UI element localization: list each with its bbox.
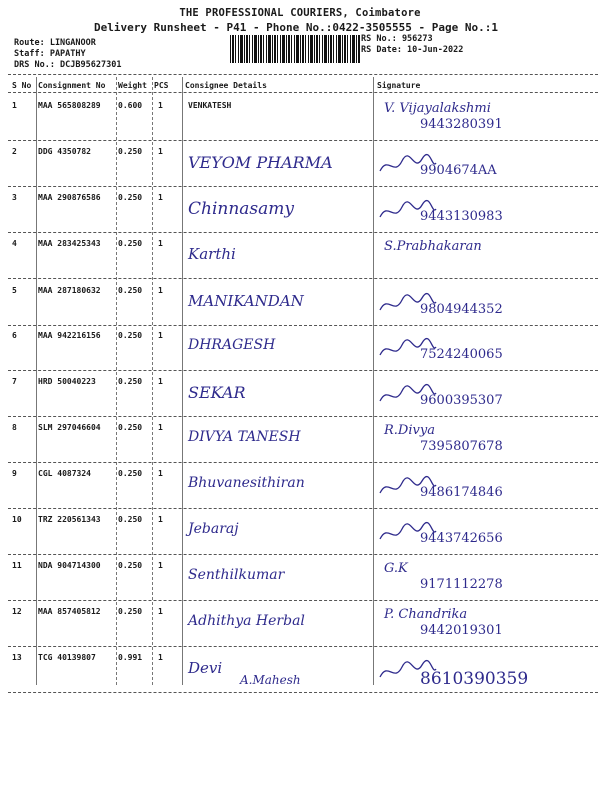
row-sno: 5: [12, 286, 17, 295]
row-weight: 0.250: [118, 147, 143, 156]
row-pcs: 1: [158, 286, 163, 295]
row-rule: [8, 140, 598, 141]
row-pcs: 1: [158, 377, 163, 386]
column-header-weight: Weight: [118, 81, 147, 90]
row-consignee-handwritten: VEYOM PHARMA: [188, 153, 333, 172]
row-signature: V. Vijayalakshmi: [384, 101, 491, 116]
row-consignee-handwritten: DHRAGESH: [188, 337, 276, 353]
row-consignee-handwritten: Bhuvanesithiran: [188, 475, 305, 491]
row-phone: 9443130983: [420, 209, 503, 224]
row-signature: P. Chandrika: [384, 607, 468, 622]
staff-label: Staff: PAPATHY: [14, 49, 86, 59]
row-rule: [8, 508, 598, 509]
row-rule: [8, 325, 598, 326]
row-consignee-handwritten: SEKAR: [188, 383, 246, 402]
row-rule: [8, 600, 598, 601]
row-pcs: 1: [158, 331, 163, 340]
row-phone: 7524240065: [420, 347, 503, 362]
row-phone: 9171112278: [420, 577, 503, 592]
row-consignee-handwritten: Jebaraj: [188, 521, 239, 537]
row-rule: [8, 416, 598, 417]
row-weight: 0.250: [118, 515, 143, 524]
row-consignment-no: MAA 857405812: [38, 607, 101, 616]
row-pcs: 1: [158, 653, 163, 662]
row-sno: 10: [12, 515, 22, 524]
column-divider: [36, 77, 37, 685]
column-divider: [116, 77, 117, 685]
row-phone: 9443742656: [420, 531, 503, 546]
column-header-signature: Signature: [377, 81, 421, 90]
row-sno: 3: [12, 193, 17, 202]
row-rule: [8, 370, 598, 371]
row-pcs: 1: [158, 469, 163, 478]
row-pcs: 1: [158, 193, 163, 202]
row-consignment-no: CGL 4087324: [38, 469, 91, 478]
row-weight: 0.250: [118, 331, 143, 340]
company-title: THE PROFESSIONAL COURIERS, Coimbatore: [179, 7, 421, 19]
row-consignee-handwritten: Senthilkumar: [188, 567, 285, 583]
row-pcs: 1: [158, 561, 163, 570]
row-weight: 0.991: [118, 653, 143, 662]
row-sno: 2: [12, 147, 17, 156]
column-divider: [182, 77, 183, 685]
row-weight: 0.250: [118, 286, 143, 295]
row-weight: 0.250: [118, 193, 143, 202]
row-rule: [8, 692, 598, 693]
row-rule: [8, 462, 598, 463]
row-rule: [8, 232, 598, 233]
row-consignment-no: SLM 297046604: [38, 423, 101, 432]
row-pcs: 1: [158, 101, 163, 110]
row-weight: 0.250: [118, 607, 143, 616]
row-pcs: 1: [158, 239, 163, 248]
row-consignment-no: NDA 904714300: [38, 561, 101, 570]
signature-scribble: [378, 657, 438, 687]
row-sno: 1: [12, 101, 17, 110]
row-consignment-no: MAA 290876586: [38, 193, 101, 202]
row-consignment-no: MAA 287180632: [38, 286, 101, 295]
column-header-consignment: Consignment No: [38, 81, 106, 90]
row-weight: 0.250: [118, 377, 143, 386]
column-header-pcs: PCS: [154, 81, 169, 90]
row-sno: 8: [12, 423, 17, 432]
row-consignment-no: TCG 40139807: [38, 653, 96, 662]
signature-scribble: [378, 197, 438, 227]
row-sno: 12: [12, 607, 22, 616]
signature-scribble: [378, 290, 438, 320]
row-consignee-handwritten: Karthi: [188, 245, 236, 263]
row-consignee-handwritten: Devi: [188, 659, 223, 677]
row-pcs: 1: [158, 423, 163, 432]
row-phone: 8610390359: [420, 669, 529, 689]
drs-number: DRS No.: DCJB95627301: [14, 60, 122, 70]
row-consignment-no: MAA 565808289: [38, 101, 101, 110]
row-phone: 9443280391: [420, 117, 503, 132]
row-pcs: 1: [158, 515, 163, 524]
row-phone: 9904674AA: [420, 163, 497, 178]
column-divider: [373, 77, 374, 685]
signature-scribble: [378, 473, 438, 503]
column-divider: [152, 77, 153, 685]
row-signature: R.Divya: [384, 423, 435, 438]
row-sno: 13: [12, 653, 22, 662]
row-signature: G.K: [384, 561, 408, 576]
row-pcs: 1: [158, 147, 163, 156]
row-sno: 6: [12, 331, 17, 340]
table-top-rule: [8, 74, 598, 75]
rs-number: RS No.: 956273: [361, 34, 433, 44]
row-phone: 9442019301: [420, 623, 503, 638]
column-header-sno: S No: [12, 81, 32, 90]
row-sno: 9: [12, 469, 17, 478]
row-consignee-handwritten: Chinnasamy: [188, 199, 295, 219]
row-consignee-handwritten: MANIKANDAN: [188, 292, 304, 310]
column-header-consignee: Consignee Details: [185, 81, 267, 90]
runsheet-title: Delivery Runsheet - P41 - Phone No.:0422-3505555 - Page No.:1: [94, 21, 498, 34]
row-rule: [8, 186, 598, 187]
row-weight: 0.250: [118, 239, 143, 248]
route-label: Route: LINGANOOR: [14, 38, 96, 48]
row-phone: 9600395307: [420, 393, 503, 408]
row-signature: S.Prabhakaran: [384, 239, 482, 254]
row-pcs: 1: [158, 607, 163, 616]
row-sno: 4: [12, 239, 17, 248]
signature-scribble: [378, 335, 438, 365]
row-weight: 0.600: [118, 101, 143, 110]
signature-scribble: [378, 151, 438, 181]
row-sno: 11: [12, 561, 22, 570]
barcode: [230, 35, 360, 63]
rs-date: RS Date: 10-Jun-2022: [361, 45, 464, 55]
row-rule: [8, 278, 598, 279]
header-rule: [8, 92, 598, 93]
row-consignment-no: TRZ 220561343: [38, 515, 101, 524]
row-consignment-no: MAA 942216156: [38, 331, 101, 340]
row-weight: 0.250: [118, 423, 143, 432]
row-consignee-handwritten-2: A.Mahesh: [240, 673, 301, 687]
row-weight: 0.250: [118, 469, 143, 478]
row-sno: 7: [12, 377, 17, 386]
row-rule: [8, 646, 598, 647]
signature-scribble: [378, 519, 438, 549]
row-consignee-handwritten: Adhithya Herbal: [188, 613, 305, 629]
row-consignment-no: DDG 4350782: [38, 147, 91, 156]
row-consignee-handwritten: DIVYA TANESH: [188, 429, 301, 445]
row-rule: [8, 554, 598, 555]
signature-scribble: [378, 381, 438, 411]
row-phone: 7395807678: [420, 439, 503, 454]
row-consignment-no: MAA 283425343: [38, 239, 101, 248]
row-phone: 9804944352: [420, 302, 503, 317]
row-consignee: VENKATESH: [188, 101, 232, 110]
row-weight: 0.250: [118, 561, 143, 570]
row-consignment-no: HRD 50040223: [38, 377, 96, 386]
row-phone: 9486174846: [420, 485, 503, 500]
